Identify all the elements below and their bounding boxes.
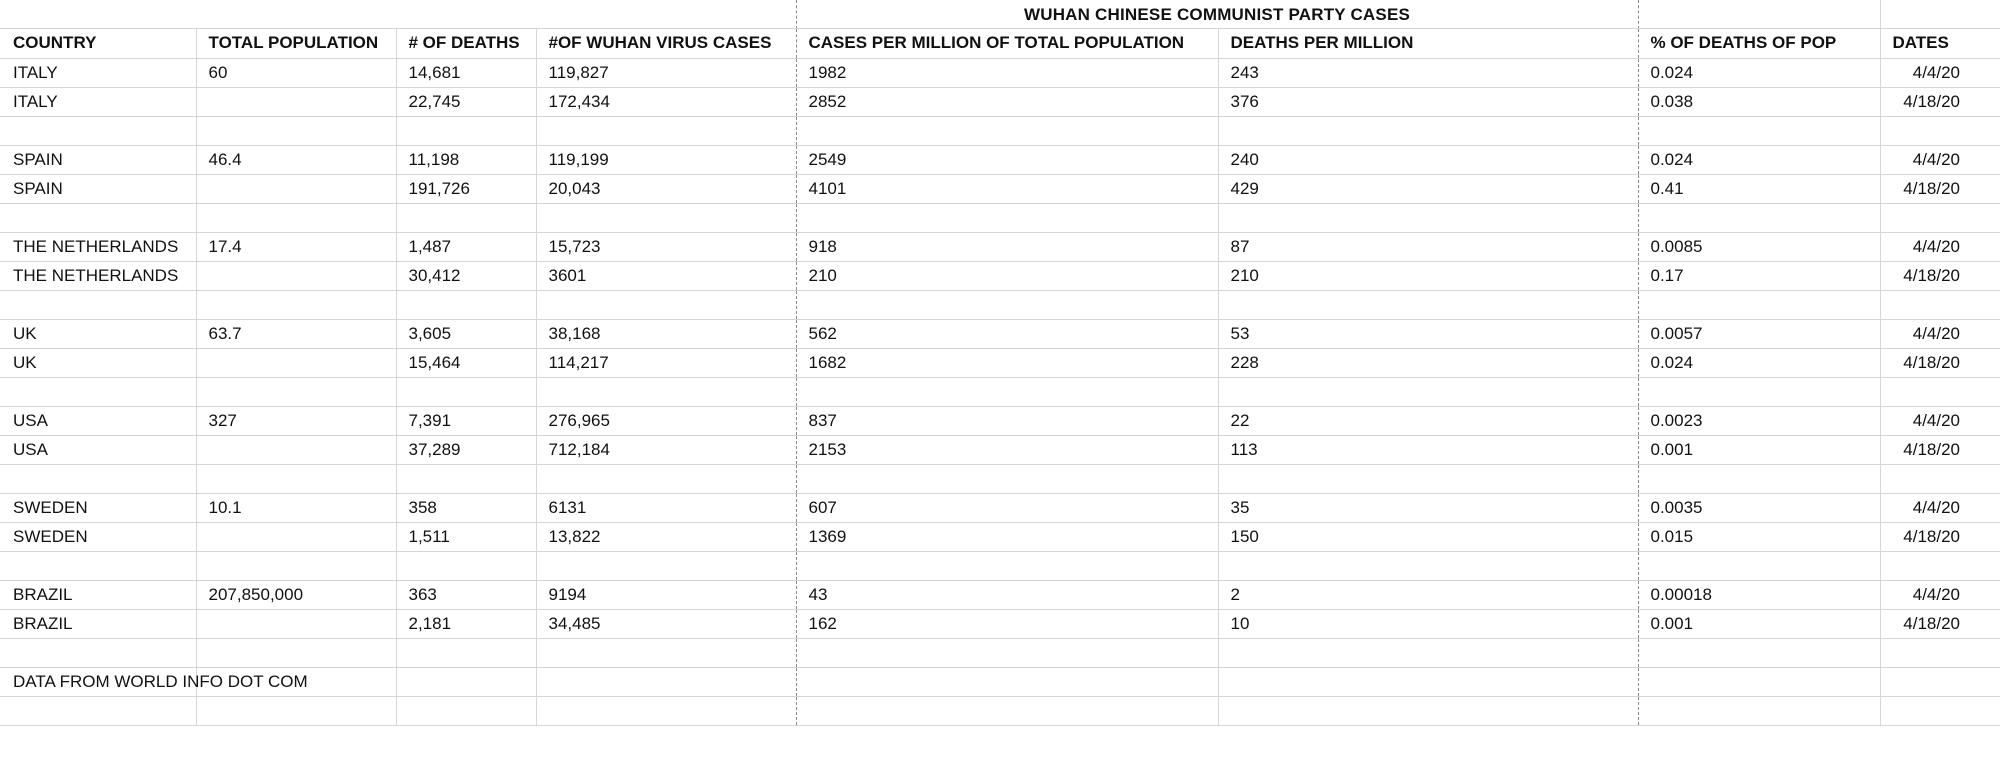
table-row [0,696,2000,725]
header-virus-cases[interactable]: #OF WUHAN VIRUS CASES [536,29,796,58]
table-row [0,551,2000,580]
cell-percent-deaths[interactable] [1638,377,1880,406]
cell-virus-cases[interactable] [536,551,796,580]
cell-country[interactable] [0,551,196,580]
cell-country[interactable]: BRAZIL [0,609,196,638]
cell-deaths-per-million[interactable] [1218,203,1638,232]
cell-virus-cases[interactable]: 119,827 [536,58,796,87]
cell-percent-deaths[interactable]: 0.00018 [1638,580,1880,609]
cell-total-population[interactable] [196,290,396,319]
cell-date[interactable]: 4/4/20 [1880,145,2000,174]
header-deaths[interactable]: # OF DEATHS [396,29,536,58]
cell-percent-deaths[interactable] [1638,696,1880,725]
cell-cases-per-million[interactable]: 2549 [796,145,1218,174]
cell-total-population[interactable]: 327 [196,406,396,435]
cell-total-population[interactable]: 10.1 [196,493,396,522]
table-row [0,319,2000,348]
cell-total-population[interactable] [196,638,396,667]
cell-date[interactable]: 4/4/20 [1880,493,2000,522]
table-row [0,232,2000,261]
cell-virus-cases[interactable]: 119,199 [536,145,796,174]
cell-total-population[interactable] [196,116,396,145]
cell-total-population[interactable] [196,348,396,377]
cell-date[interactable]: 4/18/20 [1880,435,2000,464]
cell-country[interactable] [0,638,196,667]
cell-country[interactable] [0,696,196,725]
cell-deaths[interactable]: 7,391 [396,406,536,435]
cell-virus-cases[interactable] [536,116,796,145]
cell-deaths[interactable] [396,464,536,493]
cell-deaths[interactable]: 22,745 [396,87,536,116]
cell-date[interactable] [1880,696,2000,725]
cell-deaths-per-million[interactable]: 10 [1218,609,1638,638]
table-row [0,290,2000,319]
cell-total-population[interactable] [196,696,396,725]
cell-total-population[interactable] [196,87,396,116]
cell-percent-deaths[interactable]: 0.0023 [1638,406,1880,435]
cell-cases-per-million[interactable]: 1682 [796,348,1218,377]
cell-date[interactable]: 4/18/20 [1880,609,2000,638]
cell-percent-deaths[interactable]: 0.41 [1638,174,1880,203]
cell-deaths[interactable]: 15,464 [396,348,536,377]
table-row [0,609,2000,638]
cell-deaths[interactable]: 358 [396,493,536,522]
cell-deaths[interactable] [396,116,536,145]
cell-cases-per-million[interactable]: 1982 [796,58,1218,87]
cell-country[interactable] [0,116,196,145]
cell-deaths-per-million[interactable]: 2 [1218,580,1638,609]
cell-cases-per-million[interactable] [796,551,1218,580]
cell-virus-cases[interactable]: 20,043 [536,174,796,203]
table-row [0,667,2000,696]
cell-country[interactable]: THE NETHERLANDS [0,232,196,261]
cell-percent-deaths[interactable]: 0.0057 [1638,319,1880,348]
cell-percent-deaths[interactable]: 0.038 [1638,87,1880,116]
data-table [0,29,2000,726]
table-row [0,377,2000,406]
table-row [0,174,2000,203]
cell-deaths-per-million[interactable]: 228 [1218,348,1638,377]
cell-date[interactable] [1880,551,2000,580]
cell-virus-cases[interactable] [536,290,796,319]
table-row [0,435,2000,464]
table-body [0,29,2000,725]
cell-percent-deaths[interactable] [1638,290,1880,319]
cell-date[interactable]: 4/18/20 [1880,522,2000,551]
header-row [0,29,2000,58]
cell-percent-deaths[interactable]: 0.001 [1638,435,1880,464]
sheet-title[interactable]: WUHAN CHINESE COMMUNIST PARTY CASES [1023,5,1411,24]
cell-country[interactable]: DATA FROM WORLD INFO DOT COM [0,667,196,696]
cell-date[interactable]: 4/4/20 [1880,319,2000,348]
cell-deaths-per-million[interactable] [1218,290,1638,319]
cell-percent-deaths[interactable] [1638,464,1880,493]
cell-deaths-per-million[interactable]: 150 [1218,522,1638,551]
cell-country[interactable]: ITALY [0,87,196,116]
cell-virus-cases[interactable]: 34,485 [536,609,796,638]
header-dates[interactable]: DATES [1880,29,2000,58]
cell-cases-per-million[interactable] [796,377,1218,406]
cell-deaths[interactable] [396,290,536,319]
cell-virus-cases[interactable]: 114,217 [536,348,796,377]
cell-date[interactable]: 4/4/20 [1880,406,2000,435]
cell-percent-deaths[interactable]: 0.001 [1638,609,1880,638]
cell-cases-per-million[interactable]: 2852 [796,87,1218,116]
cell-cases-per-million[interactable] [796,203,1218,232]
cell-percent-deaths[interactable]: 0.024 [1638,58,1880,87]
table-row [0,522,2000,551]
cell-deaths-per-million[interactable]: 376 [1218,87,1638,116]
cell-country[interactable]: SWEDEN [0,493,196,522]
cell-total-population[interactable]: 207,850,000 [196,580,396,609]
cell-deaths-per-million[interactable]: 243 [1218,58,1638,87]
cell-cases-per-million[interactable]: 210 [796,261,1218,290]
cell-deaths-per-million[interactable] [1218,116,1638,145]
cell-percent-deaths[interactable]: 0.0035 [1638,493,1880,522]
column-divider [1638,0,1639,29]
cell-deaths[interactable]: 2,181 [396,609,536,638]
cell-percent-deaths[interactable]: 0.015 [1638,522,1880,551]
cell-deaths-per-million[interactable]: 240 [1218,145,1638,174]
cell-date[interactable]: 4/18/20 [1880,348,2000,377]
cell-date[interactable] [1880,464,2000,493]
cell-deaths[interactable] [396,203,536,232]
cell-date[interactable]: 4/18/20 [1880,261,2000,290]
cell-deaths[interactable] [396,551,536,580]
cell-deaths-per-million[interactable]: 113 [1218,435,1638,464]
cell-total-population[interactable]: 60 [196,58,396,87]
cell-virus-cases[interactable]: 712,184 [536,435,796,464]
cell-deaths[interactable]: 3,605 [396,319,536,348]
table-row [0,58,2000,87]
cell-cases-per-million[interactable]: 562 [796,319,1218,348]
cell-deaths[interactable]: 1,511 [396,522,536,551]
cell-deaths[interactable]: 30,412 [396,261,536,290]
cell-date[interactable] [1880,667,2000,696]
cell-cases-per-million[interactable]: 43 [796,580,1218,609]
cell-total-population[interactable] [196,551,396,580]
table-row [0,203,2000,232]
cell-country[interactable] [0,203,196,232]
cell-total-population[interactable] [196,377,396,406]
cell-cases-per-million[interactable] [796,696,1218,725]
cell-virus-cases[interactable]: 13,822 [536,522,796,551]
cell-deaths-per-million[interactable] [1218,551,1638,580]
cell-cases-per-million[interactable]: 4101 [796,174,1218,203]
cell-total-population[interactable] [196,174,396,203]
cell-percent-deaths[interactable] [1638,667,1880,696]
cell-total-population[interactable] [196,261,396,290]
cell-cases-per-million[interactable]: 918 [796,232,1218,261]
cell-country[interactable] [0,377,196,406]
table-row [0,145,2000,174]
table-row [0,261,2000,290]
cell-virus-cases[interactable]: 3601 [536,261,796,290]
header-country[interactable]: COUNTRY [0,29,196,58]
cell-virus-cases[interactable]: 172,434 [536,87,796,116]
cell-date[interactable]: 4/18/20 [1880,174,2000,203]
cell-percent-deaths[interactable] [1638,638,1880,667]
cell-cases-per-million[interactable]: 162 [796,609,1218,638]
table-row [0,348,2000,377]
cell-deaths[interactable] [396,377,536,406]
cell-deaths[interactable]: 1,487 [396,232,536,261]
table-row [0,116,2000,145]
cell-date[interactable] [1880,638,2000,667]
table-row [0,493,2000,522]
header-cases-per-million[interactable]: CASES PER MILLION OF TOTAL POPULATION [796,29,1218,58]
cell-cases-per-million[interactable]: 2153 [796,435,1218,464]
cell-total-population[interactable]: 63.7 [196,319,396,348]
cell-deaths-per-million[interactable]: 87 [1218,232,1638,261]
cell-date[interactable]: 4/4/20 [1880,58,2000,87]
cell-total-population[interactable] [196,435,396,464]
cell-country[interactable]: SPAIN [0,174,196,203]
cell-deaths-per-million[interactable] [1218,464,1638,493]
cell-deaths[interactable]: 191,726 [396,174,536,203]
cell-virus-cases[interactable]: 6131 [536,493,796,522]
cell-deaths[interactable] [396,696,536,725]
cell-country[interactable]: ITALY [0,58,196,87]
cell-country[interactable]: SWEDEN [0,522,196,551]
cell-total-population[interactable] [196,464,396,493]
header-total-population[interactable]: TOTAL POPULATION [196,29,396,58]
cell-virus-cases[interactable] [536,696,796,725]
table-row [0,406,2000,435]
cell-date[interactable] [1880,377,2000,406]
cell-total-population[interactable]: 17.4 [196,232,396,261]
cell-virus-cases[interactable] [536,667,796,696]
table-row [0,464,2000,493]
cell-deaths[interactable] [396,667,536,696]
cell-cases-per-million[interactable]: 837 [796,406,1218,435]
cell-percent-deaths[interactable] [1638,203,1880,232]
header-deaths-per-million[interactable]: DEATHS PER MILLION [1218,29,1638,58]
cell-country[interactable]: UK [0,319,196,348]
cell-country[interactable] [0,464,196,493]
cell-date[interactable] [1880,116,2000,145]
cell-total-population[interactable]: 46.4 [196,145,396,174]
cell-cases-per-million[interactable] [796,667,1218,696]
cell-country[interactable]: UK [0,348,196,377]
cell-deaths-per-million[interactable] [1218,638,1638,667]
cell-total-population[interactable] [196,203,396,232]
cell-virus-cases[interactable]: 15,723 [536,232,796,261]
cell-deaths[interactable]: 37,289 [396,435,536,464]
cell-percent-deaths[interactable]: 0.0085 [1638,232,1880,261]
cell-date[interactable] [1880,203,2000,232]
cell-deaths-per-million[interactable] [1218,696,1638,725]
cell-percent-deaths[interactable]: 0.024 [1638,348,1880,377]
cell-deaths-per-million[interactable]: 22 [1218,406,1638,435]
cell-country[interactable]: THE NETHERLANDS [0,261,196,290]
cell-cases-per-million[interactable] [796,116,1218,145]
cell-cases-per-million[interactable] [796,464,1218,493]
cell-deaths[interactable]: 11,198 [396,145,536,174]
cell-cases-per-million[interactable]: 607 [796,493,1218,522]
cell-date[interactable] [1880,290,2000,319]
cell-country[interactable]: USA [0,406,196,435]
cell-date[interactable]: 4/18/20 [1880,87,2000,116]
cell-country[interactable]: USA [0,435,196,464]
cell-virus-cases[interactable]: 38,168 [536,319,796,348]
cell-percent-deaths[interactable]: 0.024 [1638,145,1880,174]
cell-virus-cases[interactable] [536,203,796,232]
table-row [0,638,2000,667]
cell-deaths-per-million[interactable]: 53 [1218,319,1638,348]
cell-virus-cases[interactable]: 9194 [536,580,796,609]
cell-deaths-per-million[interactable]: 429 [1218,174,1638,203]
cell-cases-per-million[interactable] [796,638,1218,667]
header-percent-deaths[interactable]: % OF DEATHS OF POP [1638,29,1880,58]
cell-virus-cases[interactable] [536,377,796,406]
cell-deaths-per-million[interactable]: 210 [1218,261,1638,290]
cell-deaths-per-million[interactable]: 35 [1218,493,1638,522]
cell-deaths[interactable]: 14,681 [396,58,536,87]
cell-cases-per-million[interactable]: 1369 [796,522,1218,551]
cell-virus-cases[interactable] [536,464,796,493]
cell-percent-deaths[interactable]: 0.17 [1638,261,1880,290]
cell-country[interactable] [0,290,196,319]
cell-total-population[interactable] [196,609,396,638]
cell-virus-cases[interactable] [536,638,796,667]
table-row [0,580,2000,609]
cell-percent-deaths[interactable] [1638,116,1880,145]
cell-date[interactable]: 4/4/20 [1880,580,2000,609]
table-row [0,87,2000,116]
cell-deaths-per-million[interactable] [1218,377,1638,406]
cell-date[interactable]: 4/4/20 [1880,232,2000,261]
cell-country[interactable]: SPAIN [0,145,196,174]
cell-total-population[interactable] [196,522,396,551]
cell-cases-per-million[interactable] [796,290,1218,319]
cell-percent-deaths[interactable] [1638,551,1880,580]
cell-country[interactable]: BRAZIL [0,580,196,609]
cell-virus-cases[interactable]: 276,965 [536,406,796,435]
cell-deaths-per-million[interactable] [1218,667,1638,696]
cell-deaths[interactable]: 363 [396,580,536,609]
column-divider [1880,0,1881,29]
cell-deaths[interactable] [396,638,536,667]
